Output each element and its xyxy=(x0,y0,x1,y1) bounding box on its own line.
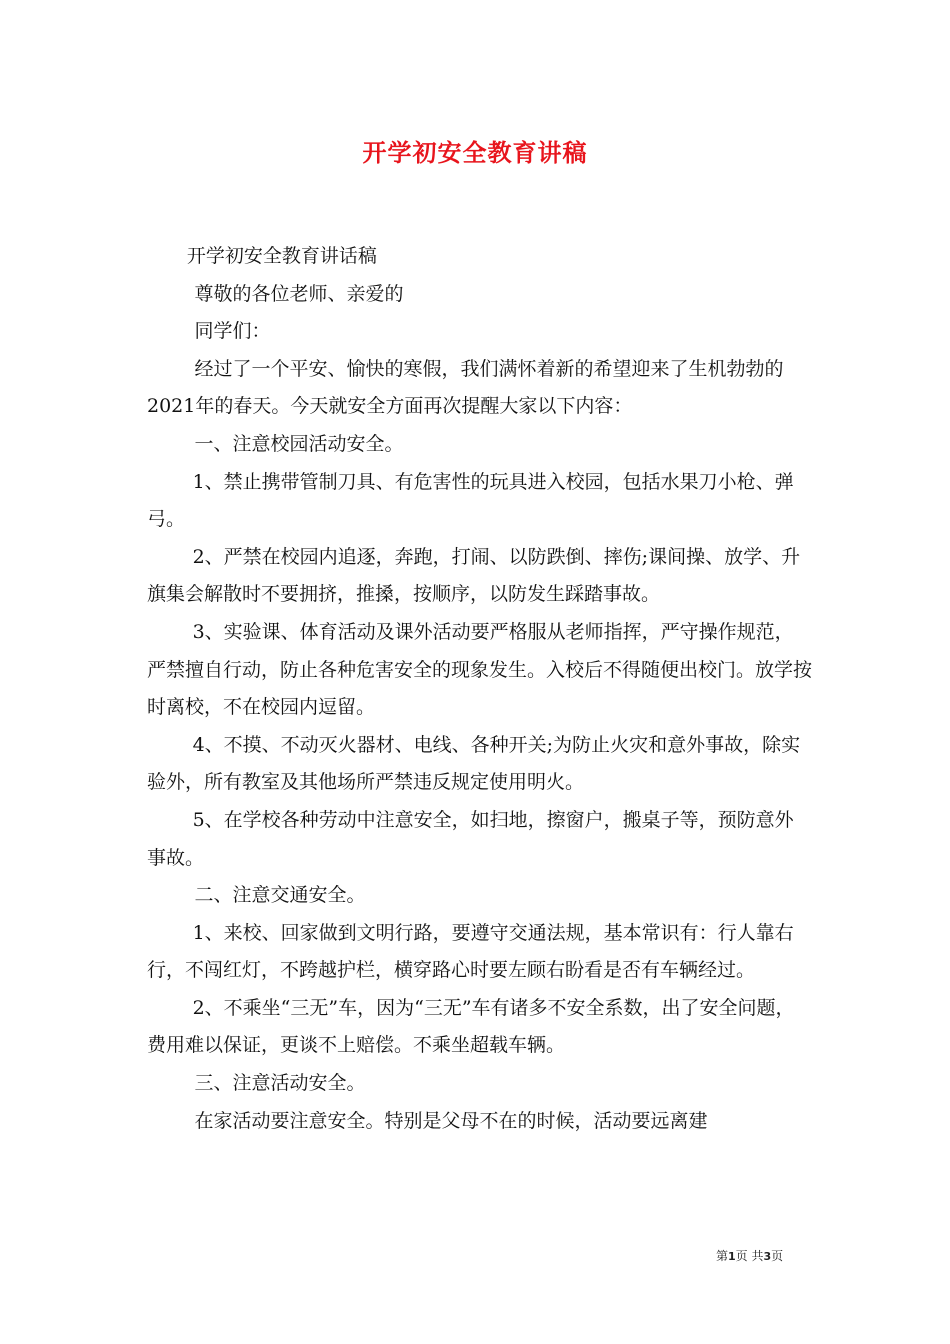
paragraph: 5、在学校各种劳动中注意安全，如扫地，擦窗户，搬桌子等，预防意外事故。 xyxy=(147,808,794,869)
paragraph: 同学们： xyxy=(194,320,271,343)
paragraph: 经过了一个平安、愉快的寒假，我们满怀着新的希望迎来了生机勃勃的2021年的春天。今天就安全方面再次提醒大家以下内容： xyxy=(147,357,784,418)
paragraph: 一、注意校园活动安全。 xyxy=(194,432,404,455)
paragraph: 2、严禁在校园内追逐，奔跑，打闹、以防跌倒、摔伤;课间操、放学、升旗集会解散时不要拥挤，推搡，按顺序，以防发生踩踏事故。 xyxy=(147,545,801,606)
document-title: 开学初安全教育讲稿 xyxy=(362,138,588,167)
paragraph: 开学初安全教育讲话稿 xyxy=(186,245,377,267)
total-pages-number: 3 xyxy=(763,1250,772,1263)
paragraph: 2、不乘坐“三无”车，因为“三无”车有诸多不安全系数，出了安全问题，费用难以保证，更谈不上赔偿。不乘坐超载车辆。 xyxy=(147,996,795,1057)
paragraph: 3、实验课、体育活动及课外活动要严格服从老师指挥，严守操作规范，严禁擅自行动，防止各种危害安全的现象发生。入校后不得随便出校门。放学按时离校，不在校园内逗留。 xyxy=(147,620,813,719)
paragraph: 三、注意活动安全。 xyxy=(194,1072,366,1095)
document-body xyxy=(147,238,812,1140)
paragraph: 在家活动要注意安全。特别是父母不在的时候，活动要远离建 xyxy=(194,1109,708,1132)
page-number-footer xyxy=(716,1247,783,1264)
footer-suffix: 页 xyxy=(771,1249,784,1263)
footer-prefix: 第 xyxy=(716,1249,729,1263)
paragraph: 1、禁止携带管制刀具、有危害性的玩具进入校园，包括水果刀小枪、弹弓。 xyxy=(147,470,794,531)
footer-middle: 页 共 xyxy=(735,1249,764,1263)
paragraph: 二、注意交通安全。 xyxy=(194,884,366,907)
paragraph: 4、不摸、不动灭火器材、电线、各种开关;为防止火灾和意外事故，除实验外，所有教室及其他场所严禁违反规定使用明火。 xyxy=(147,733,801,794)
paragraph: 尊敬的各位老师、亲爱的 xyxy=(194,282,404,305)
paragraph: 1、来校、回家做到文明行路，要遵守交通法规，基本常识有：行人靠右行，不闯红灯，不跨越护栏，横穿路心时要左顾右盼看是否有车辆经过。 xyxy=(147,921,794,982)
current-page-number: 1 xyxy=(728,1250,736,1263)
